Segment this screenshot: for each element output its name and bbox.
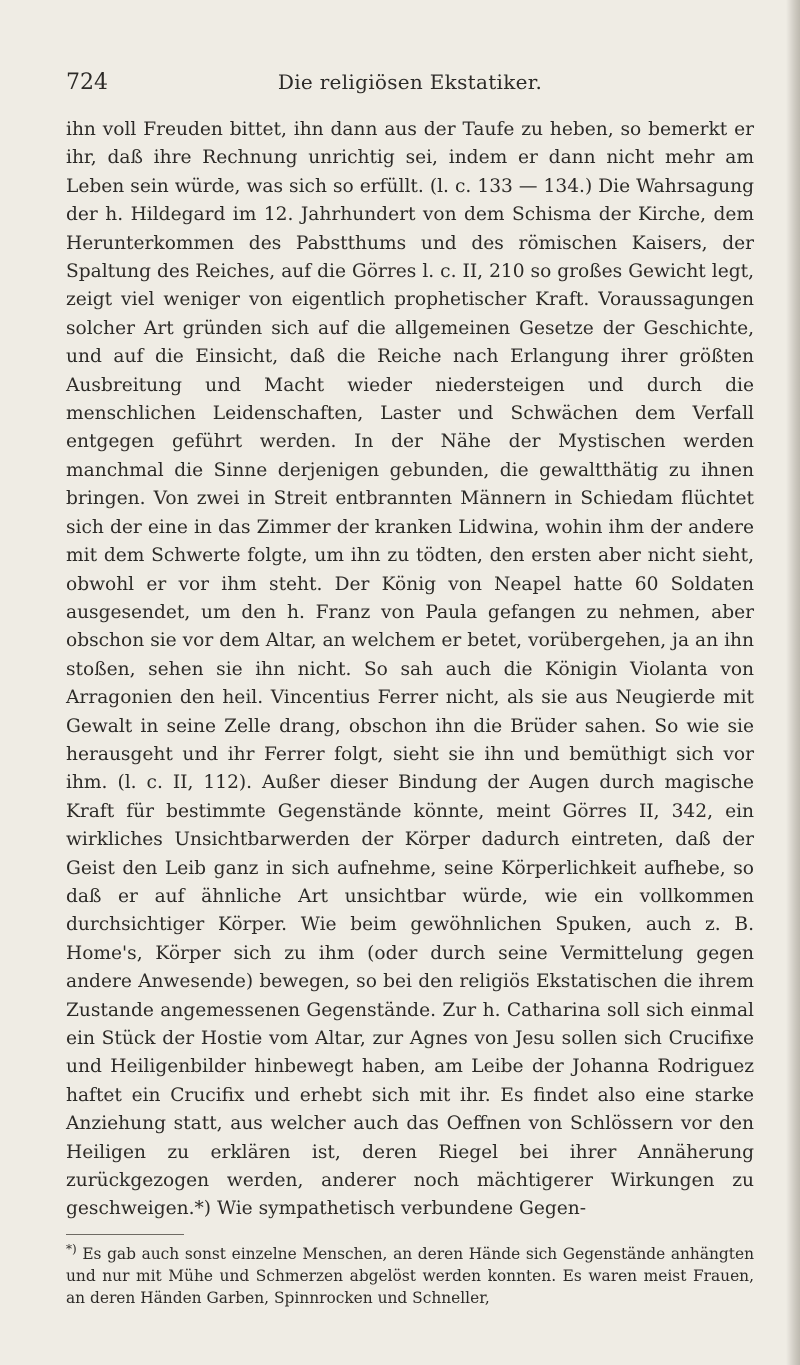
page-header <box>66 70 754 104</box>
footnote-paragraph <box>66 1243 754 1309</box>
body-text <box>66 116 754 1224</box>
footnote-divider <box>66 1234 184 1235</box>
page-number: 724 <box>66 70 108 95</box>
footnote-marker: *) <box>66 1241 77 1256</box>
footnote-text: Es gab auch sonst einzelne Menschen, an deren Hände sich Gegenstände anhängten und nur mit Mühe und Schmerzen abgelöst werden konnten. Es waren meist Frauen, an deren Händen Garben, Spinnrocken und Schneller, <box>66 1244 754 1307</box>
running-title: Die religiösen Ekstatiker. <box>277 70 543 94</box>
main-paragraph: ihn voll Freuden bittet, ihn dann aus der Taufe zu heben, so bemerkt er ihr, daß ihre Rechnung unrichtig sei, indem er dann nicht mehr am Leben sein würde, was sich so erfüllt. (l. c. 133 — 134.) Die Wahrsagung der h. Hildegard im 12. Jahrhundert von dem Schisma der Kirche, dem Herunterkommen des Pabstthums und des römischen Kaisers, der Spaltung des Reiches, auf die Görres l. c. II, 210 so großes Gewicht legt, zeigt viel weniger von eigentlich prophetischer Kraft. Voraussagungen solcher Art gründen sich auf die allgemeinen Gesetze der Geschichte, und auf die Einsicht, daß die Reiche nach Erlangung ihrer größten Ausbreitung und Macht wieder niedersteigen und durch die menschlichen Leidenschaften, Laster und Schwächen dem Verfall entgegen geführt werden. In der Nähe der Mystischen werden manchmal die Sinne derjenigen gebunden, die gewaltthätig zu ihnen bringen. Von zwei in Streit entbrannten Männern in Schiedam flüchtet sich der eine in das Zimmer der kranken Lidwina, wohin ihm der andere mit dem Schwerte folgte, um ihn zu tödten, den ersten aber nicht sieht, obwohl er vor ihm steht. Der König von Neapel hatte 60 Soldaten ausgesendet, um den h. Franz von Paula gefangen zu nehmen, aber obschon sie vor dem Altar, an welchem er betet, vorübergehen, ja an ihn stoßen, sehen sie ihn nicht. So sah auch die Königin Violanta von Arragonien den heil. Vincentius Ferrer nicht, als sie aus Neugierde mit Gewalt in seine Zelle drang, obschon ihn die Brüder sahen. So wie sie herausgeht und ihr Ferrer folgt, sieht sie ihn und bemüthigt sich vor ihm. (l. c. II, 112). Außer dieser Bindung der Augen durch magische Kraft für bestimmte Gegenstände könnte, meint Görres II, 342, ein wirkliches Unsichtbarwerden der Körper dadurch eintreten, daß der Geist den Leib ganz in sich aufnehme, seine Körperlichkeit aufhebe, so daß er auf ähnliche Art unsichtbar würde, wie ein vollkommen durchsichtiger Körper. Wie beim gewöhnlichen Spuken, auch z. B. Home's, Körper sich zu ihm (oder durch seine Vermittelung gegen andere Anwesende) bewegen, so bei den religiös Ekstatischen die ihrem Zustande angemessenen Gegenstände. Zur h. Catharina soll sich einmal ein Stück der Hostie vom Altar, zur Agnes von Jesu sollen sich Crucifixe und Heiligenbilder hinbewegt haben, am Leibe der Johanna Rodriguez haftet ein Crucifix und erhebt sich mit ihr. Es findet also eine starke Anziehung statt, aus welcher auch das Oeffnen von Schlössern vor den Heiligen zu erklären ist, deren Riegel bei ihrer Annäherung zurückgezogen werden, anderer noch mächtigerer Wirkungen zu geschweigen.*) Wie sympathetisch verbundene Gegen- <box>66 119 754 1220</box>
footnote <box>66 1243 754 1309</box>
